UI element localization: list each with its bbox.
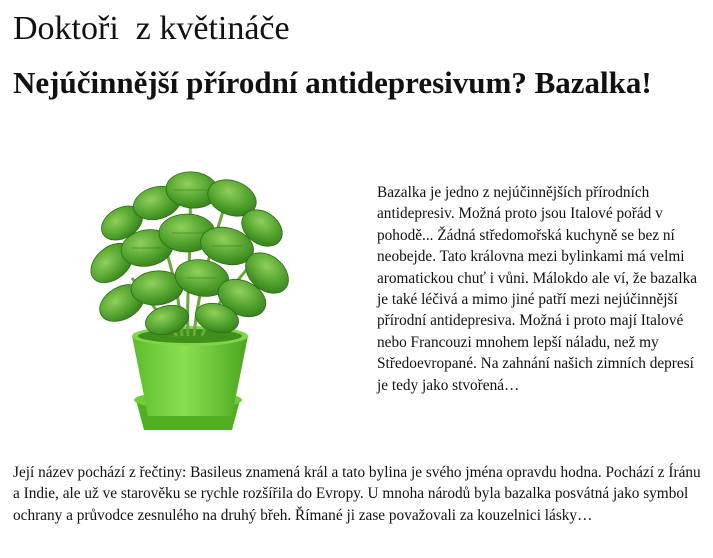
site-title: Doktoři z květináče [13, 10, 290, 47]
article-headline: Nejúčinnější přírodní antidepresivum? Bazalka! [13, 65, 652, 100]
article-history-paragraph: Její název pochází z řečtiny: Basileus znamená král a tato bylina je svého jména opravdu hodna. Pochází z Íránu a Indie, ale už ve starověku se rychle rozšířila do Evropy. U mnoha národů byla bazalka posvátná jako symbol ochrany a průvodce zesnulého na druhý břeh. Římané ji zase považovali za kouzelnici lásky… [13, 464, 701, 524]
basil-plant-icon [62, 168, 330, 440]
article-intro-paragraph: Bazalka je jedno z nejúčinnějších přírodních antidepresiv. Možná proto jsou Italové pořád v pohodě... Žádná středomořská kuchyně se bez ní neobejde. Tato královna mezi bylinkami má velmi aromatickou chuť i vůni. Málokdo ale ví, že bazalka je také léčivá a mimo jiné patří mezi nejúčinnější přírodní antidepresiva. Možná i proto mají Italové nebo Francouzi mnohem lepší náladu, než my Středoevropané. Na zahnání našich zimních depresí je tedy jako stvořená… [377, 184, 698, 394]
basil-plant-image [62, 168, 330, 440]
